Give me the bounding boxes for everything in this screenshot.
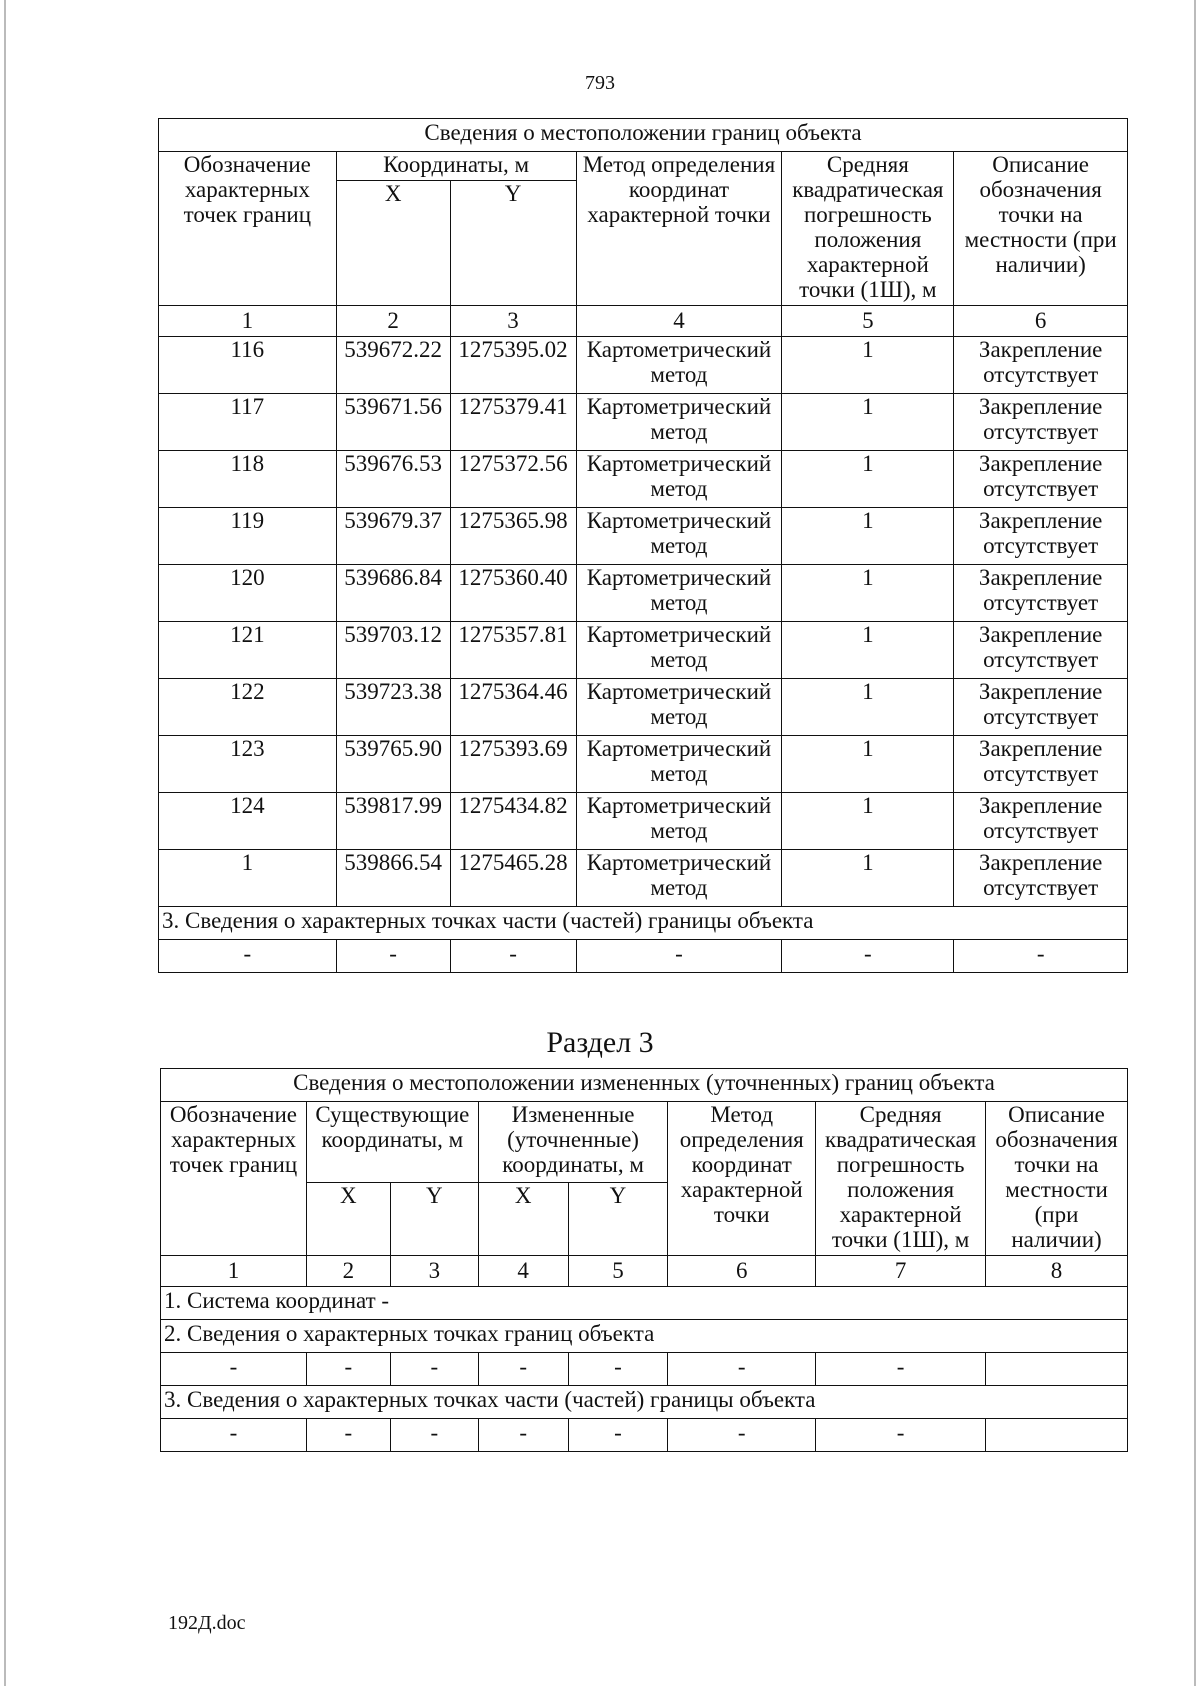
section-heading: Раздел 3 (546, 1026, 654, 1059)
cell-point: 119 (159, 508, 337, 565)
col-number: 5 (568, 1256, 668, 1287)
header-desc: Описание обозначения точки на местности (при наличии) (986, 1102, 1128, 1256)
header-point: Обозначение характерных точек границ (159, 152, 337, 306)
cell-y: 1275365.98 (450, 508, 576, 565)
empty-cell: - (161, 1419, 307, 1452)
coord-system-label: 1. Система координат - (161, 1287, 1128, 1320)
header-y: Y (568, 1183, 668, 1256)
col-number: 1 (159, 306, 337, 337)
changed-boundary-table (160, 1068, 1128, 1452)
cell-y: 1275434.82 (450, 793, 576, 850)
cell-x: 539671.56 (336, 394, 450, 451)
cell-point: 118 (159, 451, 337, 508)
footer-filename: 192Д.doc (168, 1612, 246, 1634)
cell-desc: Закрепление отсутствует (954, 451, 1128, 508)
cell-desc: Закрепление отсутствует (954, 850, 1128, 907)
col-number: 2 (336, 306, 450, 337)
cell-error: 1 (782, 622, 954, 679)
cell-error: 1 (782, 451, 954, 508)
cell-point: 116 (159, 337, 337, 394)
cell-x: 539765.90 (336, 736, 450, 793)
col-number: 5 (782, 306, 954, 337)
cell-error: 1 (782, 337, 954, 394)
cell-error: 1 (782, 508, 954, 565)
header-x: X (306, 1183, 390, 1256)
table-row (159, 679, 1128, 736)
cell-x: 539686.84 (336, 565, 450, 622)
header-desc: Описание обозначения точки на местности (при наличии) (954, 152, 1128, 306)
table-title: Сведения о местоположении измененных (уточненных) границ объекта (161, 1069, 1128, 1102)
table-row (159, 793, 1128, 850)
col-number: 4 (576, 306, 782, 337)
cell-method: Картометрический метод (576, 679, 782, 736)
cell-method: Картометрический метод (576, 565, 782, 622)
cell-error: 1 (782, 679, 954, 736)
table-row (159, 565, 1128, 622)
section3-label: 3. Сведения о характерных точках части (частей) границы объекта (159, 907, 1128, 940)
cell-point: 120 (159, 565, 337, 622)
col-number: 4 (478, 1256, 568, 1287)
table-row (159, 451, 1128, 508)
cell-point: 117 (159, 394, 337, 451)
cell-method: Картометрический метод (576, 451, 782, 508)
header-error: Средняя квадратическая погрешность положения характерной точки (1Ш), м (816, 1102, 986, 1256)
page-number: 793 (585, 72, 615, 94)
empty-cell: - (336, 940, 450, 973)
col-number: 8 (986, 1256, 1128, 1287)
cell-method: Картометрический метод (576, 622, 782, 679)
col-number: 7 (816, 1256, 986, 1287)
empty-cell: - (668, 1419, 816, 1452)
header-existing: Существующие координаты, м (306, 1102, 478, 1183)
cell-error: 1 (782, 793, 954, 850)
empty-cell: - (568, 1419, 668, 1452)
empty-cell: - (478, 1353, 568, 1386)
cell-y: 1275393.69 (450, 736, 576, 793)
table-row (159, 337, 1128, 394)
cell-desc: Закрепление отсутствует (954, 508, 1128, 565)
cell-desc: Закрепление отсутствует (954, 679, 1128, 736)
cell-y: 1275357.81 (450, 622, 576, 679)
empty-cell: - (816, 1353, 986, 1386)
empty-cell: - (816, 1419, 986, 1452)
cell-desc: Закрепление отсутствует (954, 394, 1128, 451)
cell-desc: Закрепление отсутствует (954, 622, 1128, 679)
scan-edge-left (4, 0, 6, 1686)
cell-y: 1275465.28 (450, 850, 576, 907)
table-row (159, 394, 1128, 451)
header-coords: Координаты, м (336, 152, 576, 181)
header-changed: Измененные (уточненные) координаты, м (478, 1102, 668, 1183)
col-number: 3 (450, 306, 576, 337)
cell-error: 1 (782, 565, 954, 622)
cell-x: 539723.38 (336, 679, 450, 736)
col-number: 3 (390, 1256, 478, 1287)
empty-cell: - (568, 1353, 668, 1386)
table-row (159, 736, 1128, 793)
cell-error: 1 (782, 736, 954, 793)
cell-desc: Закрепление отсутствует (954, 793, 1128, 850)
boundary-table (158, 118, 1128, 973)
cell-desc: Закрепление отсутствует (954, 736, 1128, 793)
col-number: 6 (954, 306, 1128, 337)
cell-point: 121 (159, 622, 337, 679)
empty-cell: - (668, 1353, 816, 1386)
cell-method: Картометрический метод (576, 736, 782, 793)
empty-cell: - (306, 1353, 390, 1386)
empty-cell: - (954, 940, 1128, 973)
cell-x: 539676.53 (336, 451, 450, 508)
cell-point: 1 (159, 850, 337, 907)
empty-cell (986, 1419, 1128, 1452)
cell-method: Картометрический метод (576, 337, 782, 394)
header-method: Метод определения координат характерной точки (576, 152, 782, 306)
cell-method: Картометрический метод (576, 394, 782, 451)
cell-method: Картометрический метод (576, 793, 782, 850)
empty-cell: - (450, 940, 576, 973)
header-x: X (478, 1183, 568, 1256)
header-method: Метод определения координат характерной точки (668, 1102, 816, 1256)
header-error: Средняя квадратическая погрешность положения характерной точки (1Ш), м (782, 152, 954, 306)
cell-y: 1275379.41 (450, 394, 576, 451)
empty-cell: - (161, 1353, 307, 1386)
header-point: Обозначение характерных точек границ (161, 1102, 307, 1256)
empty-cell: - (576, 940, 782, 973)
empty-cell: - (306, 1419, 390, 1452)
cell-x: 539703.12 (336, 622, 450, 679)
cell-x: 539672.22 (336, 337, 450, 394)
cell-point: 123 (159, 736, 337, 793)
col-number: 6 (668, 1256, 816, 1287)
empty-cell (986, 1353, 1128, 1386)
table-row (159, 850, 1128, 907)
col-number: 2 (306, 1256, 390, 1287)
header-x: X (336, 181, 450, 306)
cell-y: 1275372.56 (450, 451, 576, 508)
scan-edge-right (1194, 0, 1196, 1686)
cell-y: 1275395.02 (450, 337, 576, 394)
cell-method: Картометрический метод (576, 508, 782, 565)
section2-label: 2. Сведения о характерных точках границ объекта (161, 1320, 1128, 1353)
empty-cell: - (782, 940, 954, 973)
cell-error: 1 (782, 850, 954, 907)
cell-desc: Закрепление отсутствует (954, 565, 1128, 622)
cell-point: 124 (159, 793, 337, 850)
empty-cell: - (478, 1419, 568, 1452)
cell-x: 539679.37 (336, 508, 450, 565)
table-title: Сведения о местоположении границ объекта (159, 119, 1128, 152)
header-y: Y (390, 1183, 478, 1256)
empty-cell: - (159, 940, 337, 973)
section3-label: 3. Сведения о характерных точках части (частей) границы объекта (161, 1386, 1128, 1419)
table-row (159, 508, 1128, 565)
cell-y: 1275364.46 (450, 679, 576, 736)
cell-method: Картометрический метод (576, 850, 782, 907)
cell-y: 1275360.40 (450, 565, 576, 622)
empty-cell: - (390, 1353, 478, 1386)
cell-desc: Закрепление отсутствует (954, 337, 1128, 394)
col-number: 1 (161, 1256, 307, 1287)
cell-error: 1 (782, 394, 954, 451)
table-row (159, 622, 1128, 679)
cell-x: 539866.54 (336, 850, 450, 907)
cell-point: 122 (159, 679, 337, 736)
empty-cell: - (390, 1419, 478, 1452)
cell-x: 539817.99 (336, 793, 450, 850)
header-y: Y (450, 181, 576, 306)
